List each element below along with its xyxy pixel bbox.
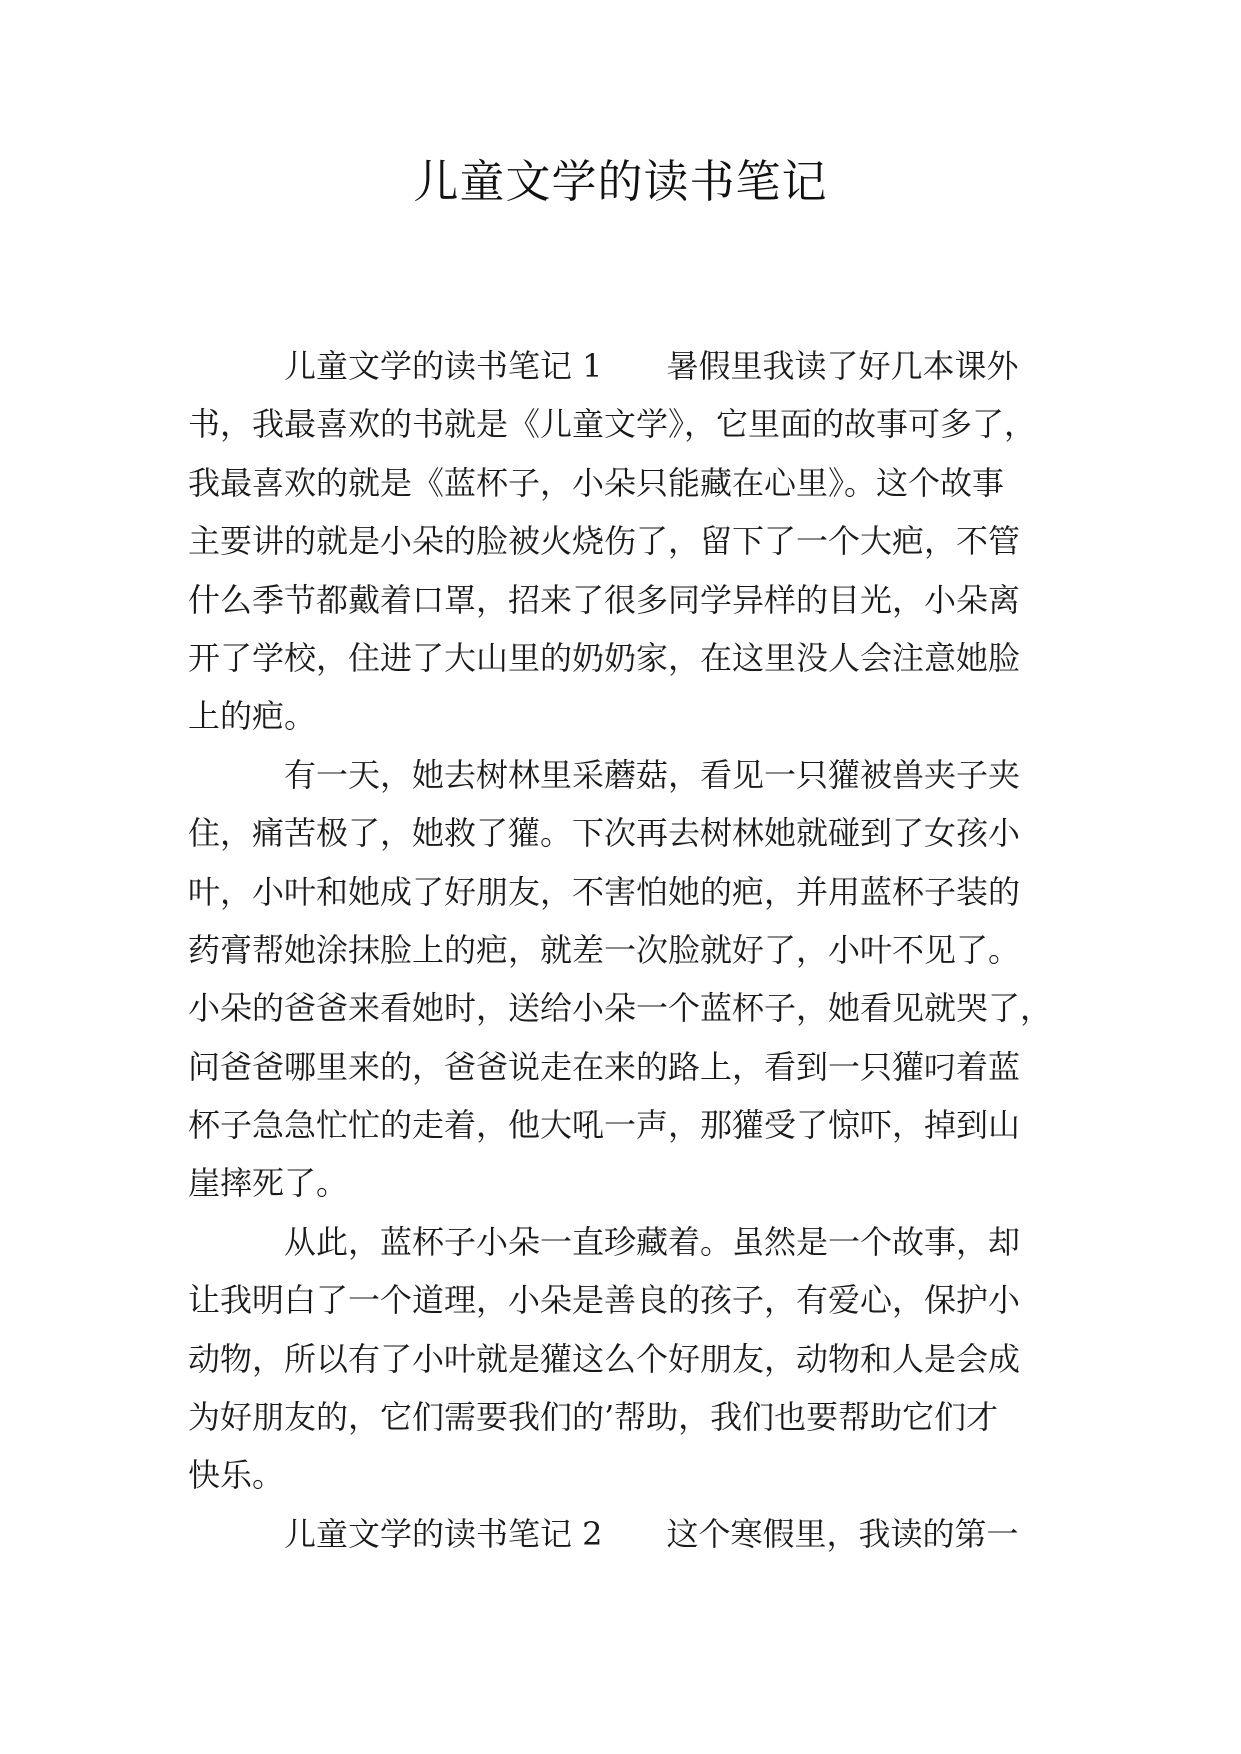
text-line: 书，我最喜欢的书就是《儿童文学》，它里面的故事可多了， (188, 405, 1037, 444)
text-line: 上的疤。 (188, 697, 317, 736)
text-line: 问爸爸哪里来的，爸爸说走在来的路上，看到一只獾叼着蓝 (188, 1047, 1021, 1086)
text-line: 动物，所以有了小叶就是獾这么个好朋友，动物和人是会成 (188, 1339, 1021, 1378)
text-line: 儿童文学的读书笔记 2 这个寒假里，我读的第一 (284, 1514, 1019, 1553)
section-heading: 儿童文学的读书笔记 1 (284, 347, 603, 385)
text-line: 崖摔死了。 (188, 1164, 349, 1203)
section-heading: 儿童文学的读书笔记 2 (284, 1514, 603, 1553)
document-body (188, 337, 1056, 1563)
text-line: 主要讲的就是小朵的脸被火烧伤了，留下了一个大疤，不管 (188, 522, 1021, 561)
text-line: 从此，蓝杯子小朵一直珍藏着。虽然是一个故事，却 (284, 1222, 1021, 1261)
text-line: 让我明白了一个道理，小朵是善良的孩子，有爱心，保护小 (188, 1281, 1021, 1320)
text-line: 快乐。 (188, 1456, 285, 1495)
text-line: 开了学校，住进了大山里的奶奶家，在这里没人会注意她脸 (188, 638, 1021, 677)
text-line: 有一天，她去树林里采蘑菇，看见一只獾被兽夹子夹 (284, 755, 1021, 794)
text-line: 我最喜欢的就是《蓝杯子，小朵只能藏在心里》。这个故事 (188, 463, 1005, 502)
text-line: 儿童文学的读书笔记 1 暑假里我读了好几本课外 (284, 347, 1019, 385)
text-line: 住，痛苦极了，她救了獾。下次再去树林她就碰到了女孩小 (188, 814, 1021, 853)
text-line: 药膏帮她涂抹脸上的疤，就差一次脸就好了，小叶不见了。 (188, 930, 1021, 969)
text-line: 小朵的爸爸来看她时，送给小朵一个蓝杯子，她看见就哭了， (188, 989, 1053, 1028)
text-line: 为好朋友的，它们需要我们的’帮助，我们也要帮助它们才 (188, 1398, 999, 1437)
text-line: 杯子急急忙忙的走着，他大吼一声，那獾受了惊吓，掉到山 (188, 1106, 1021, 1145)
text-line: 什么季节都戴着口罩，招来了很多同学异样的目光，小朵离 (188, 580, 1021, 619)
text-line: 叶，小叶和她成了好朋友，不害怕她的疤，并用蓝杯子装的 (188, 872, 1021, 911)
document-title: 儿童文学的读书笔记 (413, 155, 828, 208)
